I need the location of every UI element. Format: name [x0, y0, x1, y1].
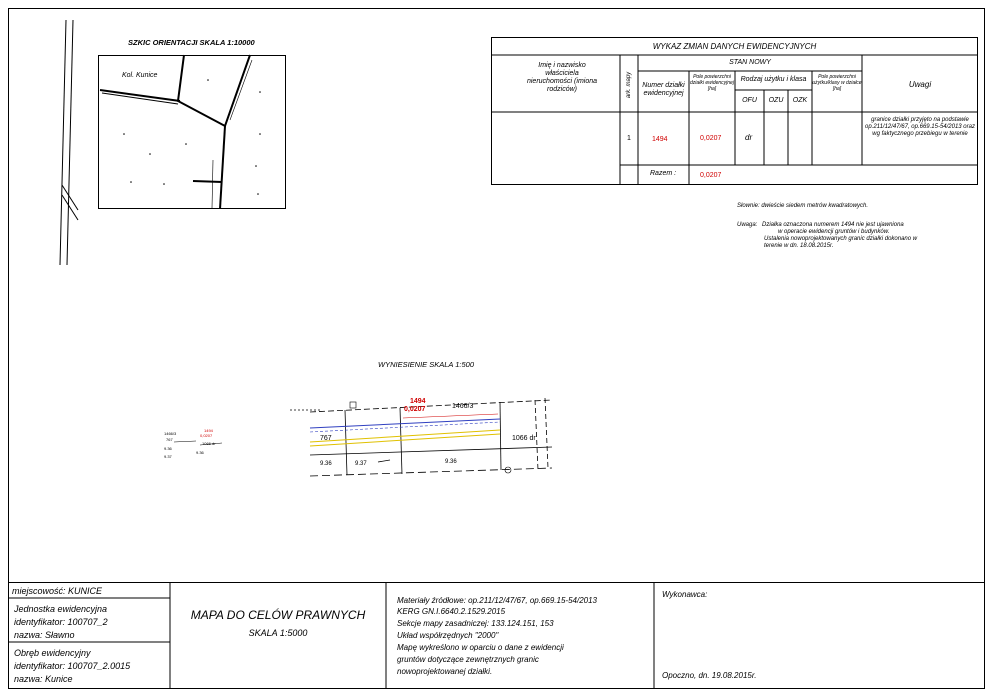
- plan-dim-1: 9.36: [320, 461, 332, 467]
- source-line-5: Mapę wykreślono w oparciu o dane z ewidencji: [397, 643, 564, 652]
- source-line-7: nowoprojektowanej działki.: [397, 667, 493, 676]
- use-col-ozu: OZU: [768, 97, 784, 104]
- plan-label-767: 767: [320, 435, 332, 442]
- remark-line-2: w operacie ewidencji gruntów i budynków.: [778, 229, 890, 235]
- mini-label-3: 9.36: [164, 446, 172, 451]
- map-scale: SKALA 1:5000: [248, 628, 308, 638]
- unit-line-2: identyfikator: 100707_2: [14, 617, 108, 627]
- use-col-ozk: OZK: [792, 97, 808, 104]
- mini-label-5: 1494: [204, 428, 213, 433]
- map-title: MAPA DO CELÓW PRAWNYCH: [190, 608, 366, 622]
- total-label: Razem :: [650, 170, 677, 177]
- mini-label-8: 9.36: [196, 450, 204, 455]
- source-line-4: Układ współrzędnych "2000": [397, 631, 499, 640]
- sketch-place-label: Kol. Kunice: [122, 72, 158, 79]
- unit-line-3: nazwa: Sławno: [14, 630, 75, 640]
- plan-parcel-label: 1494: [410, 398, 426, 405]
- source-line-6: gruntów dotyczące zewnętrznych granic: [397, 655, 539, 664]
- table-title: WYKAZ ZMIAN DANYCH EWIDENCYJNYCH: [652, 42, 817, 51]
- area-header: Pole powierzchni działki ewidencyjnej [ha]: [690, 74, 734, 92]
- remark-line-4: terenie w dn. 18.08.2015r.: [764, 243, 834, 249]
- use-col-ofu: OFU: [742, 97, 757, 104]
- remark-label: Uwaga:: [737, 222, 758, 228]
- mini-label-4: 9.37: [164, 454, 172, 459]
- source-line-2: KERG GN.I.6640.2.1529.2015: [397, 607, 506, 616]
- plan-dim-2: 9.37: [355, 461, 367, 467]
- owner-header: Imię i nazwisko właściciela nieruchomości (imiona rodziców): [526, 62, 598, 93]
- row-use: dr: [745, 133, 753, 142]
- parcel-no-header: Numer działki ewidencyjnej: [642, 82, 685, 97]
- source-line-1: Materiały źródłowe: op.211/12/47/67, op.669.15-54/2013: [397, 596, 597, 605]
- notes-header: Uwagi: [908, 80, 932, 89]
- row-area: 0,0207: [700, 135, 722, 142]
- mini-label-2: 767: [166, 437, 173, 442]
- locality: miejscowość: KUNICE: [12, 586, 103, 596]
- mini-label-7: 1066 dr: [202, 441, 216, 446]
- plan-label-1066: 1066 dr: [512, 435, 536, 442]
- row-parcel: 1494: [652, 136, 668, 143]
- row-sheet: 1: [627, 135, 631, 142]
- mini-label-6: 0,0207: [200, 433, 213, 438]
- place-date: Opoczno, dn. 19.08.2015r.: [662, 671, 757, 680]
- plan-label-1466-3: 1466/3: [452, 403, 474, 410]
- mini-label-1: 1466/3: [164, 431, 177, 436]
- row-note: granice działki przyjęto na podstawie op.211/12/47/67, op.669.15-54/2013 oraz wg faktycznego przebiegu w terenie: [865, 117, 975, 137]
- total-value: 0,0207: [700, 172, 722, 179]
- sheet-header: ark. mapy: [626, 71, 632, 99]
- plan-title: WYNIESIENIE SKALA 1:500: [378, 360, 475, 369]
- plan-parcel-area: 0,0207: [404, 406, 426, 413]
- use-header: Rodzaj użytku i klasa: [740, 76, 807, 83]
- plan-dim-3: 9.36: [445, 459, 457, 465]
- contractor-label: Wykonawca:: [662, 590, 708, 599]
- remark-line-3: Ustalenia nowoprojektowanych granic działki dokonano w: [764, 236, 918, 242]
- words-note: Słownie: dwieście siedem metrów kwadratowych.: [737, 203, 869, 209]
- precinct-line-2: identyfikator: 100707_2.0015: [14, 661, 131, 671]
- use-area-header: Pole powierzchni użytku/klasy w działce [ha]: [812, 74, 862, 92]
- remark-line-1: Działka oznaczona numerem 1494 nie jest ujawniona: [762, 222, 904, 228]
- precinct-line-3: nazwa: Kunice: [14, 674, 73, 684]
- source-line-3: Sekcje mapy zasadniczej: 133.124.151, 153: [397, 619, 554, 628]
- precinct-line-1: Obręb ewidencyjny: [14, 648, 91, 658]
- sketch-title: SZKIC ORIENTACJI SKALA 1:10000: [128, 38, 255, 47]
- state-header: STAN NOWY: [729, 59, 771, 66]
- unit-line-1: Jednostka ewidencyjna: [14, 604, 108, 614]
